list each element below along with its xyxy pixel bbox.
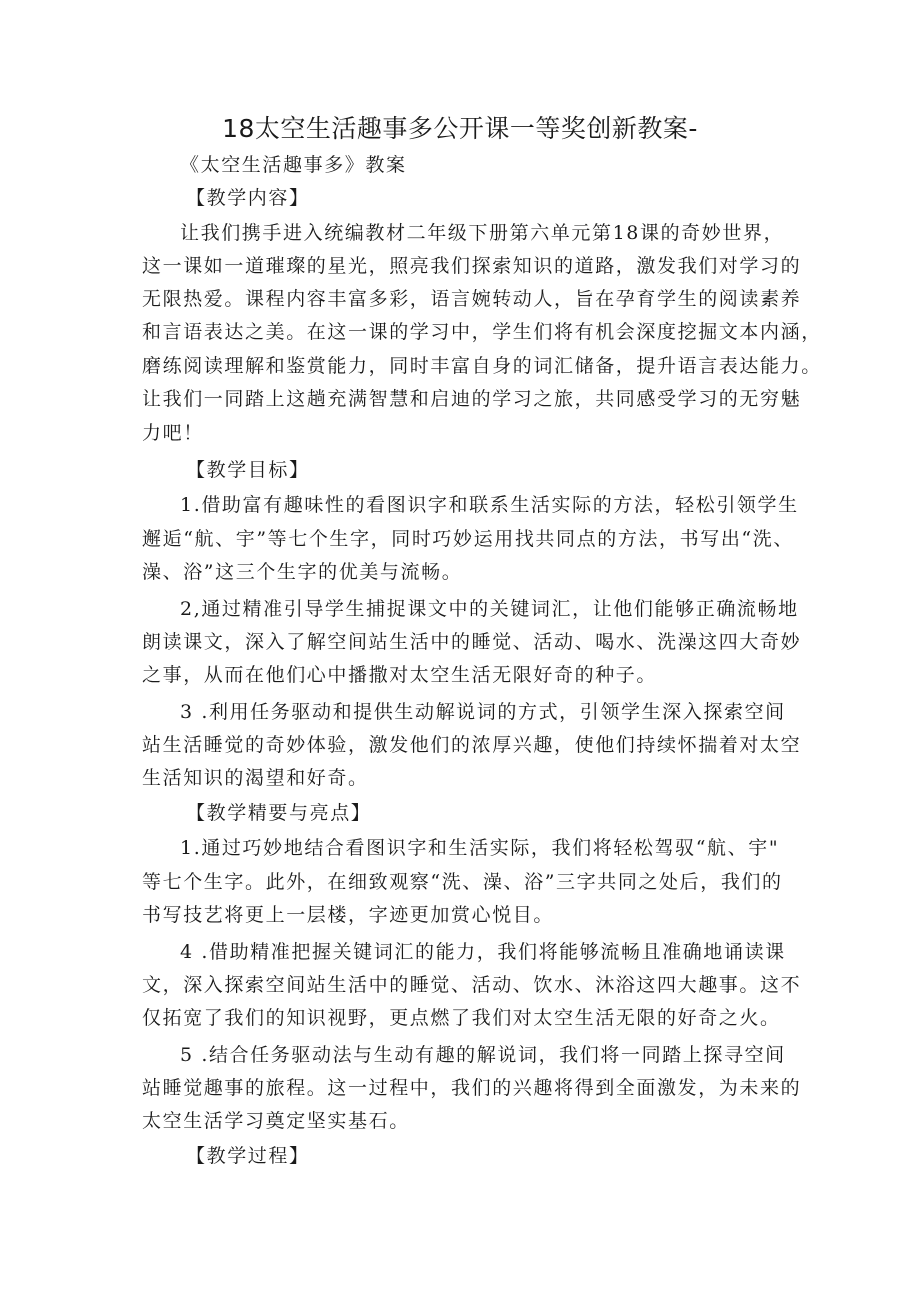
paragraph-line: 让我们一同踏上这趟充满智慧和启迪的学习之旅，共同感受学习的无穷魅 bbox=[142, 388, 802, 410]
paragraph-line: 5 .结合任务驱动法与生动有趣的解说词，我们将一同踏上探寻空间 bbox=[180, 1044, 786, 1066]
paragraph-line: 生活知识的渴望和好奇。 bbox=[142, 767, 369, 789]
paragraph-line: 书写技艺将更上一层楼，字迹更加赏心悦目。 bbox=[142, 904, 555, 926]
paragraph-line: 2,通过精准引导学生捕捉课文中的关键词汇，让他们能够正确流畅地 bbox=[180, 598, 799, 620]
section-heading-process: 【教学过程】 bbox=[186, 1145, 310, 1167]
document-subtitle: 《太空生活趣事多》教案 bbox=[180, 154, 407, 176]
section-heading-content: 【教学内容】 bbox=[186, 187, 310, 209]
paragraph-line: 3 .利用任务驱动和提供生动解说词的方式，引领学生深入探索空间 bbox=[180, 701, 786, 723]
section-heading-highlights: 【教学精要与亮点】 bbox=[186, 802, 372, 824]
paragraph-line: 让我们携手进入统编教材二年级下册第六单元第18课的奇妙世界， bbox=[180, 222, 785, 244]
paragraph-line: 之事，从而在他们心中播撒对太空生活无限好奇的种子。 bbox=[142, 664, 658, 686]
paragraph-line: 澡、浴”这三个生字的优美与流畅。 bbox=[142, 561, 463, 583]
document-title: 18太空生活趣事多公开课一等奖创新教案- bbox=[222, 114, 698, 143]
paragraph-line: 仅拓宽了我们的知识视野，更点燃了我们对太空生活无限的好奇之火。 bbox=[142, 1007, 781, 1029]
paragraph-line: 等七个生字。此外，在细致观察“洗、澡、浴”三字共同之处后，我们的 bbox=[142, 871, 783, 893]
paragraph-line: 文，深入探索空间站生活中的睡觉、活动、饮水、沐浴这四大趣事。这不 bbox=[142, 974, 802, 996]
paragraph-line: 这一课如一道璀璨的星光，照亮我们探索知识的道路，激发我们对学习的 bbox=[142, 255, 802, 277]
paragraph-line: 4 .借助精准把握关键词汇的能力，我们将能够流畅且准确地诵读课 bbox=[180, 941, 786, 963]
paragraph-line: 太空生活学习奠定坚实基石。 bbox=[142, 1110, 410, 1132]
paragraph-line: 邂逅“航、宇”等七个生字，同时巧妙运用找共同点的方法，书写出“洗、 bbox=[142, 528, 794, 550]
paragraph-line: 力吧！ bbox=[142, 422, 204, 444]
paragraph-line: 无限热爱。课程内容丰富多彩，语言婉转动人，旨在孕育学生的阅读素养 bbox=[142, 288, 802, 310]
paragraph-line: 和言语表达之美。在这一课的学习中，学生们将有机会深度挖掘文本内涵， bbox=[142, 321, 822, 343]
paragraph-line: 站睡觉趣事的旅程。这一过程中，我们的兴趣将得到全面激发，为未来的 bbox=[142, 1077, 802, 1099]
paragraph-line: 1.通过巧妙地结合看图识字和生活实际，我们将轻松驾驭“航、宇" bbox=[180, 837, 780, 859]
section-heading-goals: 【教学目标】 bbox=[186, 459, 310, 481]
paragraph-line: 1.借助富有趣味性的看图识字和联系生活实际的方法，轻松引领学生 bbox=[180, 494, 799, 516]
paragraph-line: 朗读课文，深入了解空间站生活中的睡觉、活动、喝水、洗澡这四大奇妙 bbox=[142, 631, 802, 653]
paragraph-line: 磨练阅读理解和鉴赏能力，同时丰富自身的词汇储备，提升语言表达能力。 bbox=[142, 355, 822, 377]
paragraph-line: 站生活睡觉的奇妙体验，激发他们的浓厚兴趣，使他们持续怀揣着对太空 bbox=[142, 734, 802, 756]
